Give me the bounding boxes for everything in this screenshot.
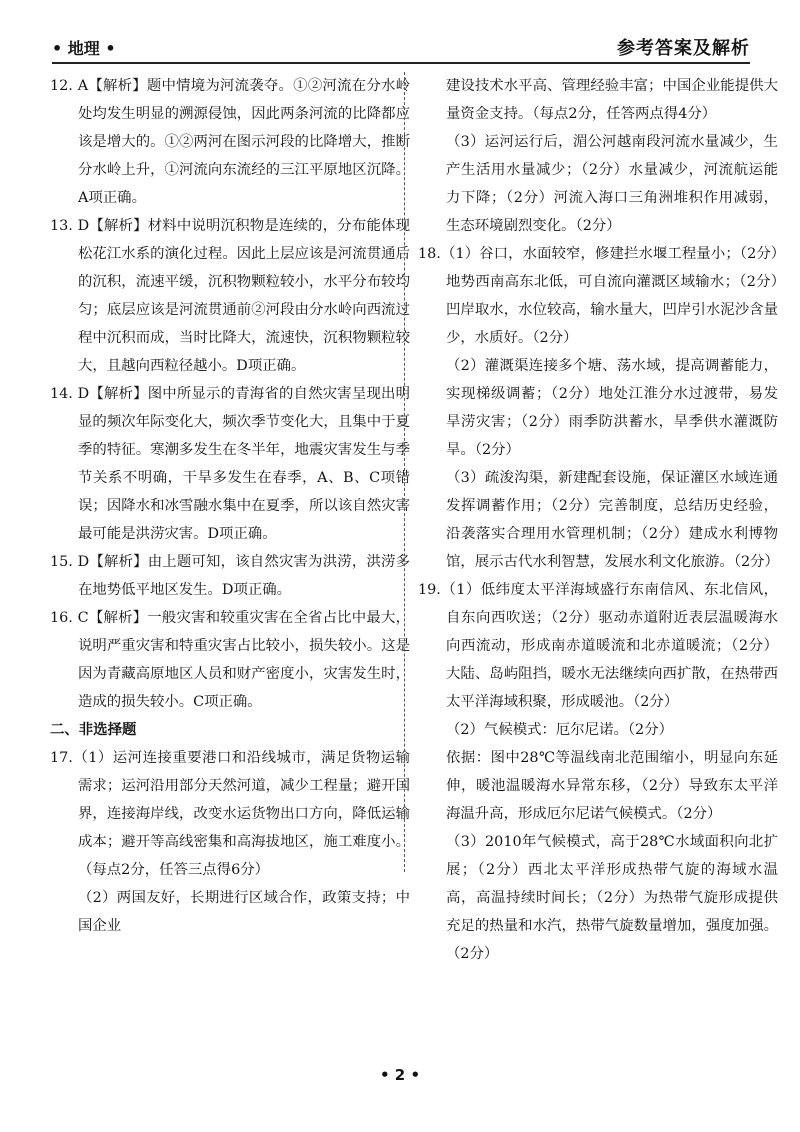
- page-header: [52, 30, 750, 64]
- answer-q17-2-cont: 建设技术水平高、管理经验丰富；中国企业能提供大量资金支持。（每点2分，任答两点得4分）: [446, 78, 778, 122]
- answer-q16: 16. C【解析】一般灾害和较重灾害在全省占比中最大，说明严重灾害和特重灾害占比较小，损失较小。这是因为青藏高原地区人员和财产密度小，灾害发生时，造成的损失较小。C项正确。: [50, 610, 410, 710]
- answer-q18-3: （3）疏浚沟渠，新建配套设施，保证灌区水域连通发挥调蓄作用；（2分）完善制度，总结历史经验，沿袭落实合理用水管理机制；（2分）建成水利博物馆，展示古代水利智慧，发展水利文化旅游。（2分）: [446, 470, 779, 570]
- answer-q17-2-start: （2）两国友好，长期进行区域合作，政策支持；中国企业: [78, 890, 410, 934]
- answer-q15: 15. D【解析】由上题可知，该自然灾害为洪涝，洪涝多在地势低平地区发生。D项正确。: [50, 554, 410, 598]
- answer-q13: 13. D【解析】材料中说明沉积物是连续的，分布能体现松花江水系的演化过程。因此上层应该是河流贯通后的沉积，流速平缓，沉积物颗粒较小，水平分布较均匀；底层应该是河流贯通前②河段由分水岭向西流过程中沉积而成，当时比降大，流速快，沉积物颗粒较大，且越向西粒径越小。D项正确。: [50, 218, 410, 374]
- section-title: 参考答案及解析: [617, 38, 750, 59]
- answer-q19-2-basis: 依据：图中28℃等温线南北范围缩小，明显向东延伸，暖池温暖海水异常东移，（2分）导致东太平洋海温升高，形成厄尔尼诺气候模式。（2分）: [446, 750, 778, 822]
- answer-q18-1: 18.（1）谷口，水面较窄，修建拦水堰工程量小；（2分）地势西南高东北低，可自流向灌溉区域输水；（2分）凹岸取水，水位较高，输水量大，凹岸引水泥沙含量少，水质好。（2分）: [418, 246, 778, 346]
- answer-q17-1: 17.（1）运河连接重要港口和沿线城市，满足货物运输需求；运河沿用部分天然河道，减少工程量；避开国界，连接海岸线，改变水运货物出口方向，降低运输成本；避开等高线密集和高海拔地区，施工难度小。（每点2分，任答三点得6分）: [50, 750, 410, 878]
- right-column: [418, 72, 778, 968]
- answer-q18-2: （2）灌溉渠连接多个塘、荡水域，提高调蓄能力，实现梯级调蓄；（2分）地处江淮分水过渡带，易发旱涝灾害；（2分）雨季防洪蓄水，旱季供水灌溉防旱。（2分）: [446, 358, 778, 458]
- answer-q19-2: （2）气候模式：厄尔尼诺。（2分）: [446, 722, 673, 738]
- left-column: [50, 72, 410, 940]
- answer-q19-1: 19.（1）低纬度太平洋海域盛行东南信风、东北信风，自东向西吹送；（2分）驱动赤道附近表层温暖海水向西流动，形成南赤道暖流和北赤道暖流；（2分）大陆、岛屿阻挡，暖水无法继续向西扩散，在热带西太平洋海域积聚，形成暖池。（2分）: [418, 582, 778, 710]
- column-divider: [404, 72, 405, 872]
- page-number: • 2 •: [379, 1066, 421, 1084]
- section-heading-non-choice: 二、非选择题: [50, 722, 137, 738]
- answer-q12: 12. A【解析】题中情境为河流袭夺。①②河流在分水岭处均发生明显的溯源侵蚀，因此两条河流的比降都应该是增大的。①②两河在图示河段的比降增大，推断分水岭上升，①河流向东流经的三江平原地区沉降。A项正确。: [50, 78, 410, 206]
- subject-label: • 地理 •: [52, 39, 116, 58]
- answer-q14: 14. D【解析】图中所显示的青海省的自然灾害呈现出明显的频次年际变化大，频次季节变化大，且集中于夏季的特征。寒潮多发生在冬半年，地震灾害发生与季节关系不明确，干旱多发生在春季，A、B、C项错误；因降水和冰雪融水集中在夏季，所以该自然灾害最可能是洪涝灾害。D项正确。: [50, 386, 410, 542]
- answer-q17-3: （3）运河运行后，湄公河越南段河流水量减少，生产生活用水量减少；（2分）水量减少，河流航运能力下降；（2分）河流入海口三角洲堆积作用减弱，生态环境剧烈变化。（2分）: [446, 134, 778, 234]
- answer-q19-3: （3）2010年气候模式，高于28℃水域面积向北扩展；（2分）西北太平洋形成热带气旋的海域水温高，高温持续时间长；（2分）为热带气旋形成提供充足的热量和水汽，热带气旋数量增加，强度加强。（2分）: [446, 834, 778, 962]
